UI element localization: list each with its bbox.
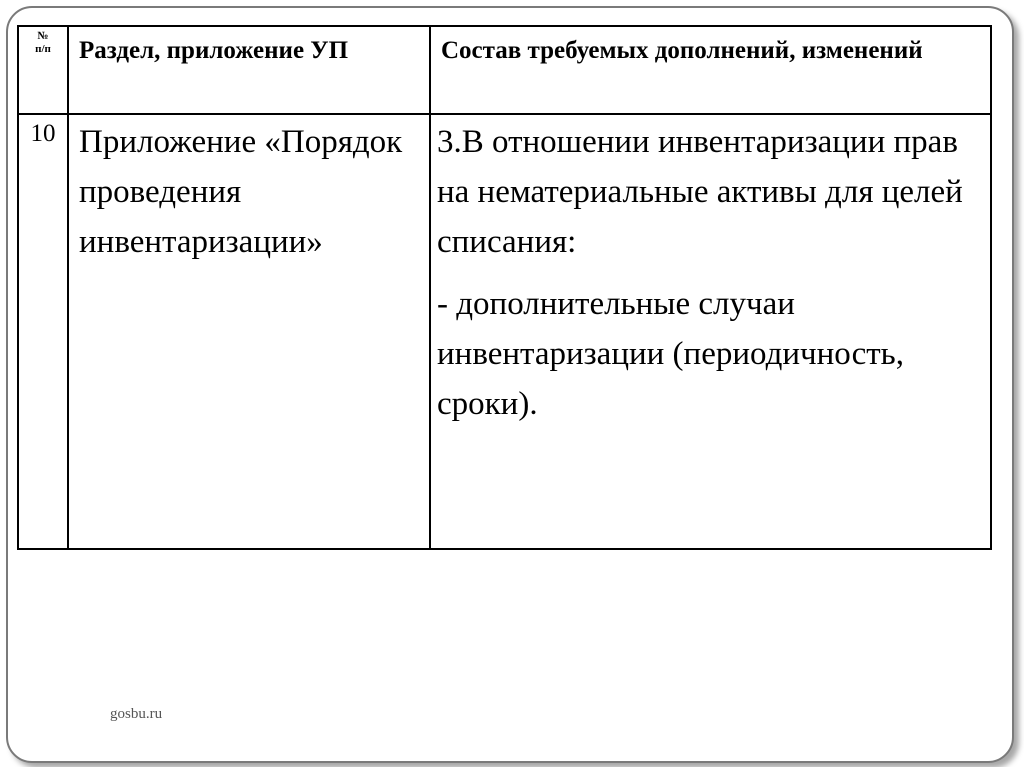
header-section-cell: Раздел, приложение УП (68, 26, 430, 114)
table-row (18, 114, 991, 549)
header-number-cell (18, 26, 68, 114)
requirements-table (17, 25, 992, 550)
row-number-cell: 10 (18, 114, 68, 549)
changes-paragraph: 3.В отношении инвентаризации прав на нематериальные активы для целей списания: (437, 124, 963, 260)
table-header-row (18, 26, 991, 114)
changes-paragraph: - дополнительные случаи инвентаризации (периодичность, сроки). (437, 286, 904, 422)
header-number-abbrev: п/п (35, 43, 51, 55)
row-section-cell: Приложение «Порядок проведения инвентаризации» (68, 114, 430, 549)
row-changes-cell (430, 114, 991, 549)
header-number-symbol: № (37, 30, 49, 42)
header-changes-cell: Состав требуемых дополнений, изменений (430, 26, 991, 114)
footer-site-label: gosbu.ru (110, 706, 163, 722)
